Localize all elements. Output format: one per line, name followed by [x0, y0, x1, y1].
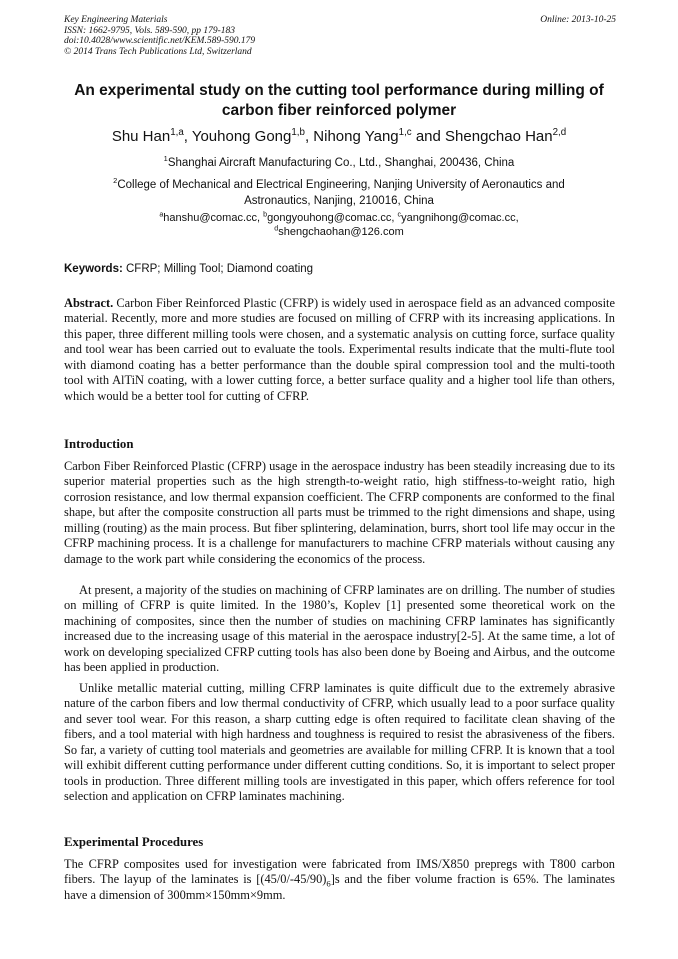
email-sup: c: [397, 210, 402, 219]
keywords: [64, 262, 616, 277]
paper-title: [40, 81, 638, 121]
abstract-label: Abstract.: [64, 296, 114, 310]
email-link[interactable]: shengchaohan@126.com: [278, 226, 404, 238]
online-date: Online: 2013-10-25: [540, 15, 616, 25]
experimental-paragraph-1: [64, 857, 615, 903]
journal-header: [64, 15, 616, 57]
author-sup: 1,b: [291, 127, 305, 138]
author-emails: [20, 211, 658, 239]
affiliation-text: Shanghai Aircraft Manufacturing Co., Ltd., Shanghai, 200436, China: [167, 157, 515, 169]
email-sup: a: [159, 210, 164, 219]
journal-copyright: © 2014 Trans Tech Publications Ltd, Switzerland: [64, 46, 252, 57]
journal-name: Key Engineering Materials: [64, 15, 168, 25]
affiliation-text: Astronautics, Nanjing, 210016, China: [244, 195, 434, 207]
email-sup: d: [274, 224, 279, 233]
keywords-label: Keywords:: [64, 263, 123, 275]
author-sup: 1,c: [398, 127, 412, 138]
email-link[interactable]: yangnihong@comac.cc,: [401, 212, 519, 224]
author-sup: 1,a: [170, 127, 184, 138]
title-line-2: carbon fiber reinforced polymer: [221, 102, 457, 119]
journal-doi: doi:10.4028/www.scientific.net/KEM.589-590.179: [64, 36, 256, 46]
email-link[interactable]: gongyouhong@comac.cc,: [267, 212, 395, 224]
introduction-paragraph-1: Carbon Fiber Reinforced Plastic (CFRP) usage in the aerospace industry has been steadily increasing due to its superior material properties such as the high strength-to-weight ratio, high stiffness-to-weight ratio, high corrosion resistance, and low thermal expansion coefficient. The CFRP components are conformed to the final shape, but after the composite construction all parts must be trimmed to the right dimensions and shape, using milling (routing) as the main process. But fiber splintering, delamination, burrs, short tool life may occur in the CFRP machining process. It is a challenge for manufacturers to machine CFRP materials without causing any damage to the work part while considering the economics of the process.: [64, 459, 615, 566]
abstract: [64, 296, 615, 404]
keywords-text: CFRP; Milling Tool; Diamond coating: [126, 263, 314, 275]
affiliation-1: [20, 155, 658, 171]
affiliation-2: [20, 177, 658, 209]
author-name: Nihong Yang: [313, 128, 399, 145]
experimental-text: ]s and the fiber volume fraction is 65%. The laminates have a dimension of 300mm×150mm×9mm.: [64, 872, 615, 902]
affiliation-text: College of Mechanical and Electrical Engineering, Nanjing University of Aeronautics and: [117, 179, 565, 191]
email-link[interactable]: hanshu@comac.cc,: [163, 212, 261, 224]
introduction-paragraph-3: Unlike metallic material cutting, milling CFRP laminates is quite difficult due to the extremely abrasive nature of the carbon fibers and low thermal conductivity of CFRP, which usually lead to a poor surface quality and sever tool wear. For this reason, a sharp cutting edge is often required to facilitate clean shaving of the fibers, and a tool material with high hardness and toughness is required to resist the abrasiveness of the fibers. So far, a variety of cutting tool materials and geometries are available for milling CFRP. It is known that a tool will exhibit different cutting performance under different cutting conditions. So, it is important to select proper tools in production. Three different milling tools are investigated in this paper, which offers reference for tool selection and application on CFRP laminates machining.: [64, 681, 615, 804]
author-name: Shu Han: [111, 128, 171, 145]
author-sup: 2,d: [552, 127, 567, 138]
experimental-heading: Experimental Procedures: [64, 835, 204, 849]
email-sup: b: [263, 210, 268, 219]
journal-issn: ISSN: 1662-9795, Vols. 589-590, pp 179-183: [64, 25, 235, 36]
layup-subscript: 6: [326, 878, 331, 889]
experimental-text: The CFRP composites used for investigation were fabricated from IMS/X850 prepregs with T800 carbon fibers. The layup of the laminates is [(45/0/-45/90): [64, 857, 615, 887]
introduction-heading: Introduction: [64, 437, 134, 451]
affiliation-sup: 2: [113, 176, 118, 186]
introduction-paragraph-2: At present, a majority of the studies on machining of CFRP laminates are on drilling. The number of studies on milling of CFRP is quite limited. In the 1980’s, Koplev [1] presented some theoretical work on the machining of composites, since then the number of studies on machining CFRP laminates has significantly increased due to the increasing usage of this material in the aerospace industry[2-5]. At the same time, a lot of work on developing specialized CFRP cutting tools has also been done by Boeing and Airbus, and the outcome has been applied in production.: [64, 583, 615, 675]
abstract-text: Carbon Fiber Reinforced Plastic (CFRP) is widely used in aerospace field as an advanced composite material. Recently, more and more studies are focused on milling of CFRP with its increasing applications. In this paper, three different milling tools were chosen, and a systematic analysis on cutting force, surface quality and tool wear has been carried out to evaluate the tools. Experimental results indicate that the multi-flute tool with diamond coating has a better performance than the double spiral compression tool and the multi-tooth tool with AlTiN coating, with a lower cutting force, a better surface quality and a higher tool life than others, which would be a better tool for cutting of CFRP.: [64, 296, 615, 403]
title-line-1: An experimental study on the cutting tool performance during milling of: [74, 82, 604, 99]
author-list: Shu Han$^{1,a}$, Youhong Gong$^{1,b}$, Nihong Yang$^{1,c}$ and Shengchao Han$^{2,d}$: [111, 127, 567, 145]
author-name: Shengchao Han: [445, 128, 553, 145]
affiliation-sup: 1: [163, 154, 168, 164]
author-name: Youhong Gong: [191, 128, 292, 145]
